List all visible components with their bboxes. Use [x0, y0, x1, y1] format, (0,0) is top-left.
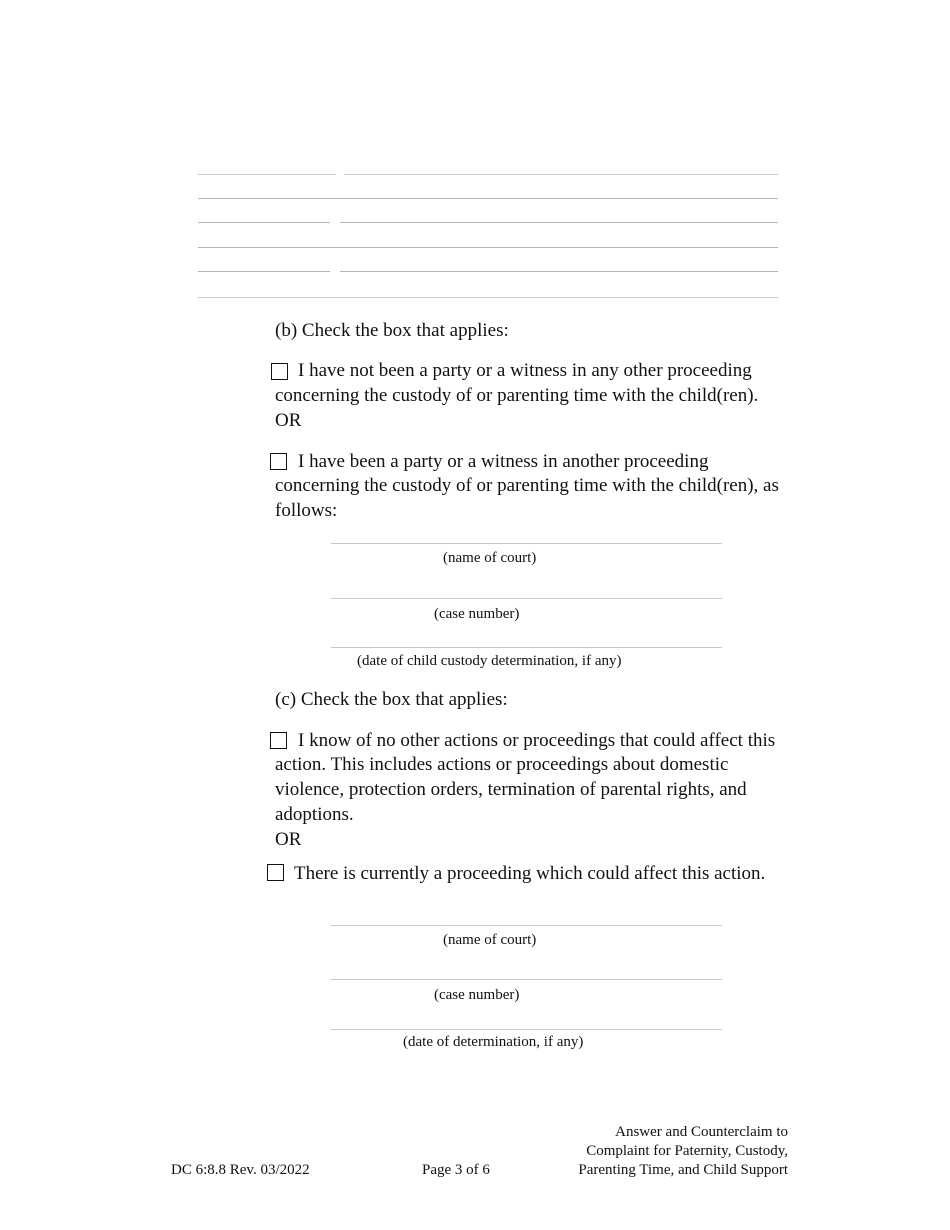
entry-line[interactable]: [344, 174, 778, 175]
section-b-heading: (b) Check the box that applies:: [275, 320, 509, 341]
table-divider: [198, 247, 778, 248]
option-b1-line-1: I have not been a party or a witness in any other proceeding: [298, 360, 752, 381]
checkbox-no-other-actions[interactable]: [270, 732, 287, 749]
page-number: Page 3 of 6: [422, 1162, 490, 1178]
determination-date-field[interactable]: [331, 647, 722, 648]
option-b2-line-3: follows:: [275, 500, 338, 521]
determination-date-field[interactable]: [331, 1029, 722, 1030]
case-number-label: (case number): [434, 606, 520, 622]
table-divider: [198, 198, 778, 199]
checkbox-no-other-proceeding[interactable]: [271, 363, 288, 380]
entry-line[interactable]: [340, 271, 778, 272]
option-c1-line-1: I know of no other actions or proceedings that could affect this: [298, 730, 776, 751]
table-divider: [198, 297, 778, 298]
entry-line[interactable]: [198, 222, 330, 223]
case-number-field[interactable]: [331, 979, 722, 980]
option-b1-or: OR: [275, 410, 302, 431]
form-title-line-2: Complaint for Paternity, Custody,: [586, 1143, 788, 1159]
entry-line[interactable]: [198, 174, 336, 175]
section-c-heading: (c) Check the box that applies:: [275, 689, 508, 710]
option-c1-line-2: action. This includes actions or proceedings about domestic: [275, 754, 729, 775]
option-b1-line-2: concerning the custody of or parenting time with the child(ren).: [275, 385, 759, 406]
name-of-court-field[interactable]: [331, 925, 722, 926]
option-c1-or: OR: [275, 829, 302, 850]
determination-date-label: (date of child custody determination, if any): [357, 653, 622, 669]
name-of-court-field[interactable]: [331, 543, 722, 544]
form-title-line-1: Answer and Counterclaim to: [615, 1124, 788, 1140]
name-of-court-label: (name of court): [443, 932, 537, 948]
option-c2-text: There is currently a proceeding which could affect this action.: [294, 863, 766, 884]
checkbox-current-proceeding[interactable]: [267, 864, 284, 881]
option-c1-line-4: adoptions.: [275, 804, 354, 825]
checkbox-other-proceeding[interactable]: [270, 453, 287, 470]
entry-line[interactable]: [198, 271, 330, 272]
form-title-line-3: Parenting Time, and Child Support: [578, 1162, 788, 1178]
entry-line[interactable]: [340, 222, 778, 223]
name-of-court-label: (name of court): [443, 550, 537, 566]
form-id: DC 6:8.8 Rev. 03/2022: [171, 1162, 310, 1178]
option-b2-line-2: concerning the custody of or parenting time with the child(ren), as: [275, 475, 779, 496]
option-b2-line-1: I have been a party or a witness in another proceeding: [298, 451, 709, 472]
case-number-label: (case number): [434, 987, 520, 1003]
option-c1-line-3: violence, protection orders, termination of parental rights, and: [275, 779, 747, 800]
determination-date-label: (date of determination, if any): [403, 1034, 584, 1050]
case-number-field[interactable]: [331, 598, 722, 599]
